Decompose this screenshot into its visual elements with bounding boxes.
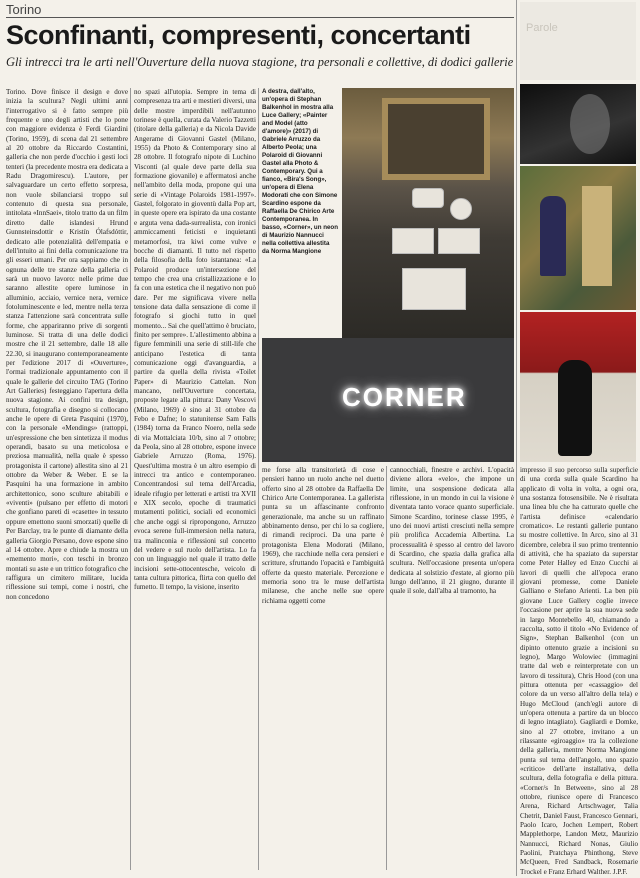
photo-arruzzo-painting	[520, 166, 636, 310]
column-text: cannocchiali, finestre e archivi. L'opacità diviene allora «velo», che impone un limite, una sospensione dedicata alla riflessione, in un mondo in cui la visione è diventata tanto vorace quanto superficiale. Simone Scardino, torinese classe 1995, è uno dei nuovi artisti cresciuti nella sempre più prolifica Accademia Albertina. La processualità è spesso al centro del lavoro di Scardino, che spazia dalla grafica alla scultura. Nell'occasione presenta un'opera dedicata al solstizio d'estate, al giorno più lungo dell'anno, il 21 giugno, durante il quale il sole, dall'alba al tramonto, ha	[390, 466, 514, 596]
gilded-frame-image	[382, 98, 490, 180]
column-divider	[258, 88, 259, 870]
ghost-text: Parole	[526, 22, 558, 34]
article-column-4	[390, 466, 514, 870]
photo-corner-neon	[262, 338, 514, 462]
painter-figure	[540, 196, 566, 276]
column-text: me forse alla transitorietà di cose e pensieri hanno un ruolo anche nel duetto offerto sino al 28 ottobre da Raffaella De Chirico Arte Contemporanea. La gallerista punta su un affascinante confronto generazionale, ma anche su un raffinato abbinamento denso, per chi lo sa cogliere, di rimandi reciproci. Da una parte è protagonista Elena Modorati (Milano, 1969), che racchiude nella cera pensieri e scritture, sfruttando l'opacità e l'ambiguità offerte da questo materiale. Percezione e memoria sono tra le muse dell'artista milanese, che anche nelle sue opere richiama oggetti come	[262, 466, 384, 605]
column-text: impresso il suo percorso sulla superficie di una corda sulla quale Scardino ha applicato di volta in volta, a ogni ora, una sostanza fotosensibile. Ne è risultata una linea blu che ha catturato quelle che l'artista definisce «calendario cromatico». Le restanti gallerie puntano su mostre collettive. In Arco, sino al 31 dicembre, celebra il suo primo trentennio di attività, che ha spaziato da superstar come Peter Halley ed Enzo Cucchi ai lavori di quelli che all'epoca erano giovani promesse, come Daniele Galliano e Stefano Arienti. La ben più giovane Luce Gallery coglie invece l'occasione per aprire la sua nuova sede in largo Montebello 40, chiamando a raccolta, sotto il titolo «No Evidence of Sign», Stephan Balkenhol (con un dipinto ottenuto grazie a incisioni su legno), Margo Wolowiec (immagini tratte dal web e reinterpretate con un lavoro di tessitura), Chris Hood (con una pittura ottenuta per «cassaggio» del colore da un verso all'altro della tela) e Hugo McCloud (anch'egli autore di un'opera ottenuta a partire da un blocco di legno intagliato). Gagliardi e Domke, sino al 27 ottobre, invitano a un rilassante «giroaggio» tra la collezione della galleria, mentre Norma Mangione punta sul tema dell'angolo, uno spazio «critico» dell'arte installativa, della scultura, della fotografia e della pittura. «Corner/s In Between», sino al 28 ottobre, riunisce opere di Francesco Arena, Richard Artschwager, Talia Chetrit, Daniel Faust, Francesco Gennari, Paolo Icaro, Jochen Lempert, Robert Mapplethorpe, Landon Metz, Maurizio Nannucci, Richard Nonas, Giulio Paolini, Pratchaya Phinthong, Steve McQueen, Fred Sandback, Rosemarie Trockel e Franz Erhard Walther. J.P.F.	[520, 466, 638, 876]
wax-object	[412, 188, 444, 208]
column-divider	[516, 0, 517, 876]
photo-wax-installation	[342, 88, 514, 338]
photo-gastel-polaroid	[520, 312, 636, 462]
wax-object	[402, 268, 466, 310]
column-divider	[130, 88, 131, 870]
sculpture-figure	[570, 94, 610, 154]
wax-object	[450, 198, 472, 220]
column-divider	[386, 466, 387, 870]
adjacent-page-fragment	[520, 2, 636, 80]
subheadline: Gli intrecci tra le arti nell'Ouverture della nuova stagione, tra personali e collettive, di dodici gallerie	[6, 55, 514, 69]
photo-caption: A destra, dall'alto, un'opera di Stephan Balkenhol in mostra alla Luce Gallery; «Painter and Model (atto d'amore)» (2017) di Gabriele Arruzzo da Alberto Peola; una Polaroid di Giovanni Gastel alla Photo & Contemporary. Qui a fianco, «Bira's Song», un'opera di Elena Modorati che con Simone Scardino espone da Raffaella De Chirico Arte Contemporanea. In basso, «Corner», un neon di Maurizio Nannucci nella collettiva allestita da Norma Mangione	[262, 88, 338, 255]
section-label: Torino	[6, 2, 42, 17]
neon-sign: CORNER	[342, 382, 467, 412]
article-column-2	[134, 88, 256, 870]
model-figure	[558, 360, 592, 456]
easel-figure	[582, 186, 612, 286]
wax-object	[392, 228, 434, 254]
headline: Sconfinanti, compresenti, concertanti	[6, 20, 471, 50]
wax-object	[438, 228, 480, 254]
article-column-1	[6, 88, 128, 870]
column-text: Torino. Dove finisce il design e dove inizia la scultura? Negli ultimi anni l'interrogativo si è fatto sempre più frequente e uno degli artisti che lo pone con maggiore evidenza è Ferdi Giardini (Torino, 1959), di scena dal 21 settembre al 20 ottobre da Riccardo Costantini, galleria che non perde d'occhio i gesti loci tenteri (la precedente mostra era dedicata a Radu Dragomirescu). L'autore, per salvaguardare un certo effetto sorpresa, non vuole sbilanciarsi troppo sul contenuto di questa sua personale, intitolata «InnSaei», titolo tratto da un film diretto dalle islandesi Hrund Gunnsteinsdottir e Kristín Ólafsdóttir, dedicato alle potenzialità dell'empatia e dell'intuito ai fini della comunicazione tra gli esseri umani. Per ora sappiamo che in ognuna delle tre stanze della galleria ci sarà un nuovo lavoro: nelle prime due saranno allestite opere luminose in alluminio, acciaio, vernice nera, vernice fotoluminescente e led, mentre nella terza stanza l'attenzione sarà concentrata sulle forme, che appariranno prive di sorgenti luminose. Si tratta di una delle dodici mostre che il 21 settembre, dalle 18 alle 22.30, si inaugurano contemporaneamente per l'edizione 2017 di «Ouverture», l'ormai tradizionale appuntamento con il quale le gallerie del circuito TAG (Torino Art Galleries) festeggiano l'apertura della nuova stagione. Ai confini tra design, scultura, fotografia e disegno si collocano anche le opere di Greta Pasquini (1970), con la personale «Mendings» (rattoppi, un'espressione che ben sintetizza il modus operandi, basato su una meticolosa e preziosa manualità, nella quale è spesso protagonista il cartone) allestita sino al 21 ottobre da Weber & Weber. E se la Pasquini ha una formazione in ambito architettonico, sono sculture abitabili e «viventi» (pulsano per effetto di motori che gonfiano pareti di «casette» in tessuto oppure emettono suoni smorzati) quelle di Per Barclay, tra le punte di diamante della galleria Giorgio Persano, dove espone sino al 14 ottobre. Apre e chiude la mostra un «memento mori», con teschi in bronzo montati su aste e un trittico fotografico che raffigura un cimitero militare, lucida riflessione sui tempi, come i nostri, che non concedono	[6, 88, 128, 601]
photo-balkenhol	[520, 84, 636, 164]
column-text: no spazi all'utopia. Sempre in tema di compresenza tra arti e mestieri diversi, una delle mostre imperdibili nell'autunno torinese è quella, curata da Valerio Tazzetti (titolare della galleria) e da Nicola Davide Angerame di Giovanni Gastel (Milano, 1955) da Photo & Contemporary sino al 28 ottobre. Il fotografo nipote di Luchino Visconti (al quale deve parte della sua formazione giovanile) e affermatosi anche nell'ambito della moda, propone qui una serie di «Vintage Polaroids 1981-1997». Gastel, folgorato in gioventù dalla Pop art, in queste opere era ispirato da una costante e arguta vena dada-surrealista, con ironici ammiccamenti feticisti e inquietanti metamorfosi, tra kiwi come vulve e bocche di diamanti. Il tutto nel rispetto della filosofia della foto istantanea: «La Polaroid produce un'intersezione del tempo che crea una cristallizzazione e lo fa con una estetica che il negativo non può dare. Per me significava vivere nella tensione data dalla sensazione di come il fotografo si giochi tutto in quel momento... Sai che quell'attimo è bruciato, finito per sempre». L'allestimento abbina a figure femminili una serie di still-life che anticipano l'estetica di tanta comunicazione oggi d'avanguardia, a partire da quella della rivista «Toilet Paper» di Maurizio Cattelan. Non mancano, nell'Ouverture concertata, proposte legate alla pittura: Dany Vescovi (Milano, 1969) è sino al 31 ottobre da Febo e Dafne; lo statunitense Sam Falls (1984) torna da Franco Noero, nella sede di via Mottalciata 10/b, sino al 7 ottobre; da Peola, sino al 28 ottobre, espone invece Gabriele Arruzzo (Roma, 1976). Quest'ultima mostra è un altro esempio di intrecci tra antico e contemporaneo. Concentrandosi sul tema dell'Arcadia, ideale rifugio per letterati e artisti tra XVII e XIX secolo, epoche di traumatici mutamenti politici, sociali ed economici che anche oggi si ripropongono, Arruzzo evoca serene full-immersion nella natura, tra malinconia e riflessioni sul concetto del vedere e sul ruolo dell'artista. Lo fa con un linguaggio nel quale il tratto delle incisioni sette-ottocentesche, veicolo di tanta cultura pittorica, flirta con quello del fumetto. Il tempo, la visione, inserito	[134, 88, 256, 592]
article-column-5	[520, 466, 638, 876]
article-column-3	[262, 466, 384, 870]
